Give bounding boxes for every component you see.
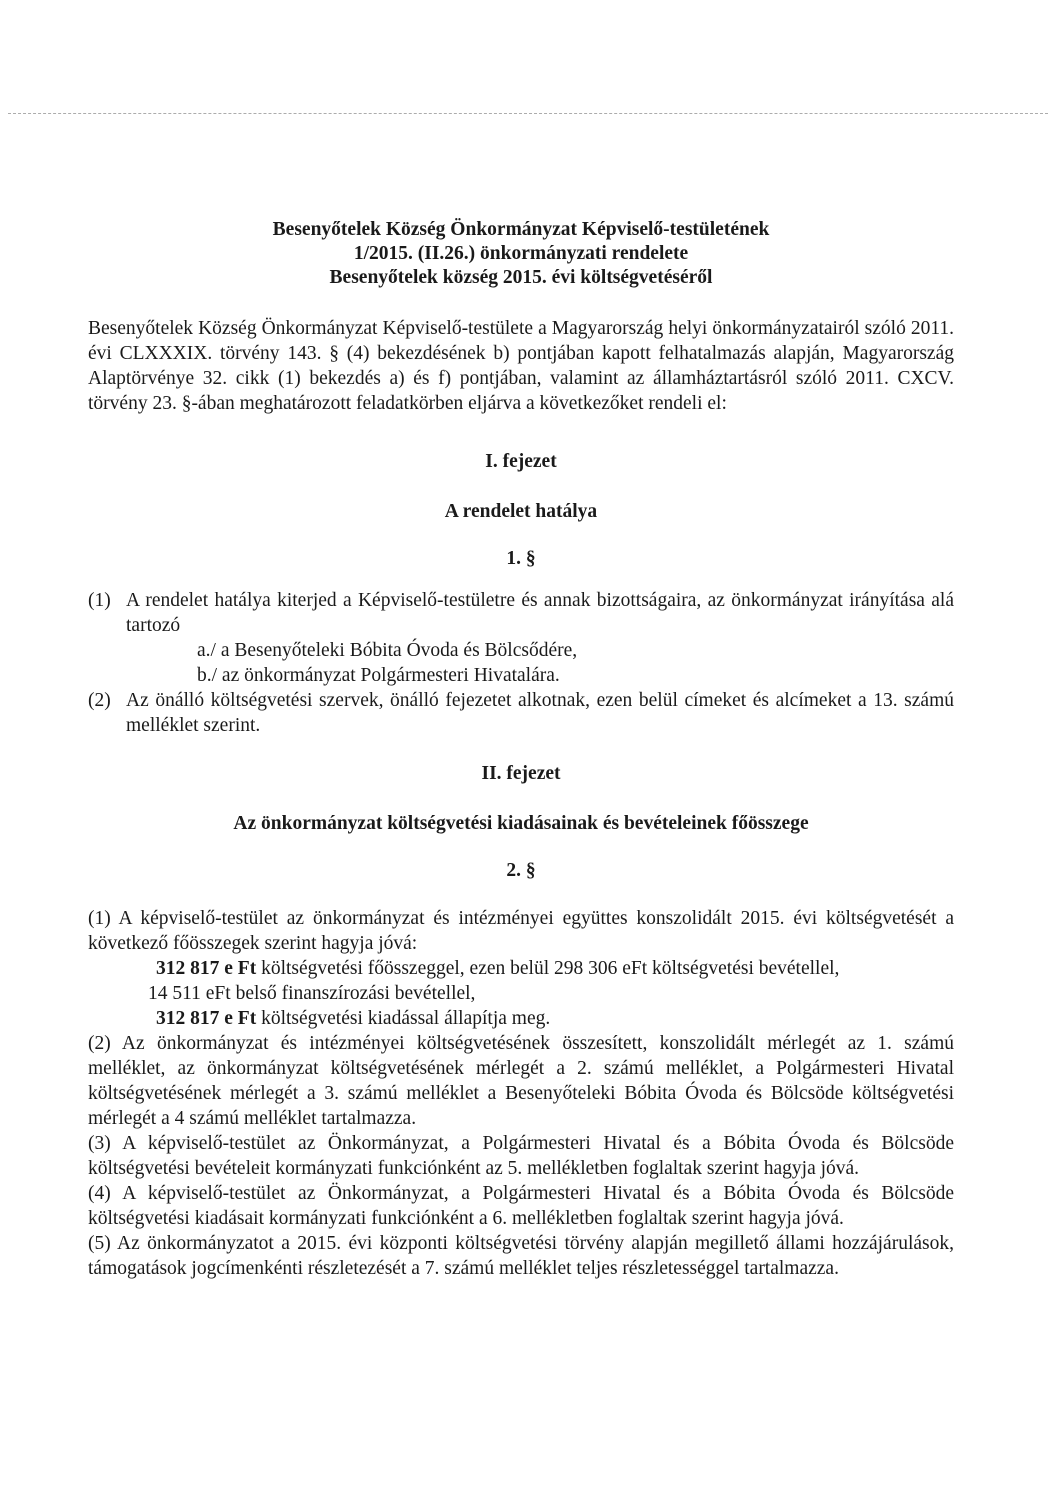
paragraph-number: (2) bbox=[88, 690, 111, 711]
paragraph-number: (1) bbox=[88, 590, 111, 611]
section-1-paragraph-1 bbox=[88, 588, 954, 638]
preamble-paragraph: Besenyőtelek Község Önkormányzat Képviselő-testülete a Magyarország helyi önkormányzatairól szóló 2011. évi CLXXXIX. törvény 143. § (4) bekezdésének b) pontjában kapott felhatalmazás alapján, Magyarország Alaptörvénye 32. cikk (1) bekezdés a) és f) pontjában, valamint az államháztartásról szóló 2011. CXCV. törvény 23. §-ában meghatározott feladatkörben eljárva a következőket rendeli el: bbox=[88, 318, 954, 414]
budget-total-amount: 312 817 e Ft bbox=[156, 958, 257, 979]
budget-total-text: költségvetési főösszeggel, ezen belül 298 306 eFt költségvetési bevétellel, bbox=[256, 958, 840, 979]
document-title bbox=[88, 218, 954, 290]
paragraph-text: A rendelet hatálya kiterjed a Képviselő-testületre és annak bizottságaira, az önkormányzat irányítása alá tartozó bbox=[126, 590, 954, 636]
expenditure-total-line bbox=[88, 1006, 954, 1031]
section-2-paragraph-1: (1) A képviselő-testület az önkormányzat és intézményei együttes konszolidált 2015. évi költségvetését a következő főösszegek szerint hagyja jóvá: bbox=[88, 908, 954, 954]
section-2-paragraph-2: (2) Az önkormányzat és intézményei költségvetésének összesített, konszolidált mérlegét az 1. számú melléklet, az önkormányzat költségvetésének mérlegét a 2. számú melléklet, a Polgármesteri Hivatal költségvetésének mérlegét a 3. számú melléklet a Besenyőteleki Bóbita Óvoda és Bölcsöde költségvetési mérlegét a 4 számú melléklet tartalmazza. bbox=[88, 1033, 954, 1129]
section-2-paragraph-5: (5) Az önkormányzatot a 2015. évi központi költségvetési törvény alapján megillető állami hozzájárulások, támogatások jogcímenkénti részletezését a 7. számú melléklet teljes részletességgel tartalmazza. bbox=[88, 1233, 954, 1279]
section-2-heading: 2. § bbox=[506, 860, 536, 881]
chapter-2-heading: II. fejezet bbox=[481, 763, 561, 784]
chapter-2-title: Az önkormányzat költségvetési kiadásainak és bevételeinek főösszege bbox=[233, 813, 809, 834]
section-1-paragraph-2 bbox=[88, 688, 954, 738]
chapter-1-title: A rendelet hatálya bbox=[444, 501, 598, 522]
expenditure-total-amount: 312 817 e Ft bbox=[156, 1008, 257, 1029]
list-item-b: b./ az önkormányzat Polgármesteri Hivatalára. bbox=[197, 665, 560, 686]
title-line-3: Besenyőtelek község 2015. évi költségvetéséről bbox=[329, 267, 713, 288]
budget-total-line bbox=[88, 956, 954, 981]
expenditure-total-text: költségvetési kiadással állapítja meg. bbox=[256, 1008, 551, 1029]
list-item-a: a./ a Besenyőteleki Bóbita Óvoda és Bölcsődére, bbox=[197, 640, 578, 661]
paragraph-text: Az önálló költségvetési szervek, önálló fejezetet alkotnak, ezen belül címeket és alcímeket a 13. számú melléklet szerint. bbox=[126, 690, 954, 736]
section-1-heading: 1. § bbox=[506, 548, 536, 569]
section-2-paragraph-4: (4) A képviselő-testület az Önkormányzat, a Polgármesteri Hivatal és a Bóbita Óvoda és Bölcsöde költségvetési kiadásait kormányzati funkciónként a 6. mellékletben foglaltak szerint hagyja jóvá. bbox=[88, 1183, 954, 1229]
chapter-1-heading: I. fejezet bbox=[485, 451, 557, 472]
title-line-2: 1/2015. (II.26.) önkormányzati rendelete bbox=[353, 243, 689, 264]
scan-artifact-line bbox=[8, 113, 1048, 114]
section-2-paragraph-3: (3) A képviselő-testület az Önkormányzat, a Polgármesteri Hivatal és a Bóbita Óvoda és Bölcsöde költségvetési bevételeit kormányzati funkciónként az 5. mellékletben foglaltak szerint hagyja jóvá. bbox=[88, 1133, 954, 1179]
document-page bbox=[88, 218, 954, 1281]
title-line-1: Besenyőtelek Község Önkormányzat Képviselő-testületének bbox=[272, 219, 770, 240]
internal-financing-line: 14 511 eFt belső finanszírozási bevétellel, bbox=[148, 983, 476, 1004]
